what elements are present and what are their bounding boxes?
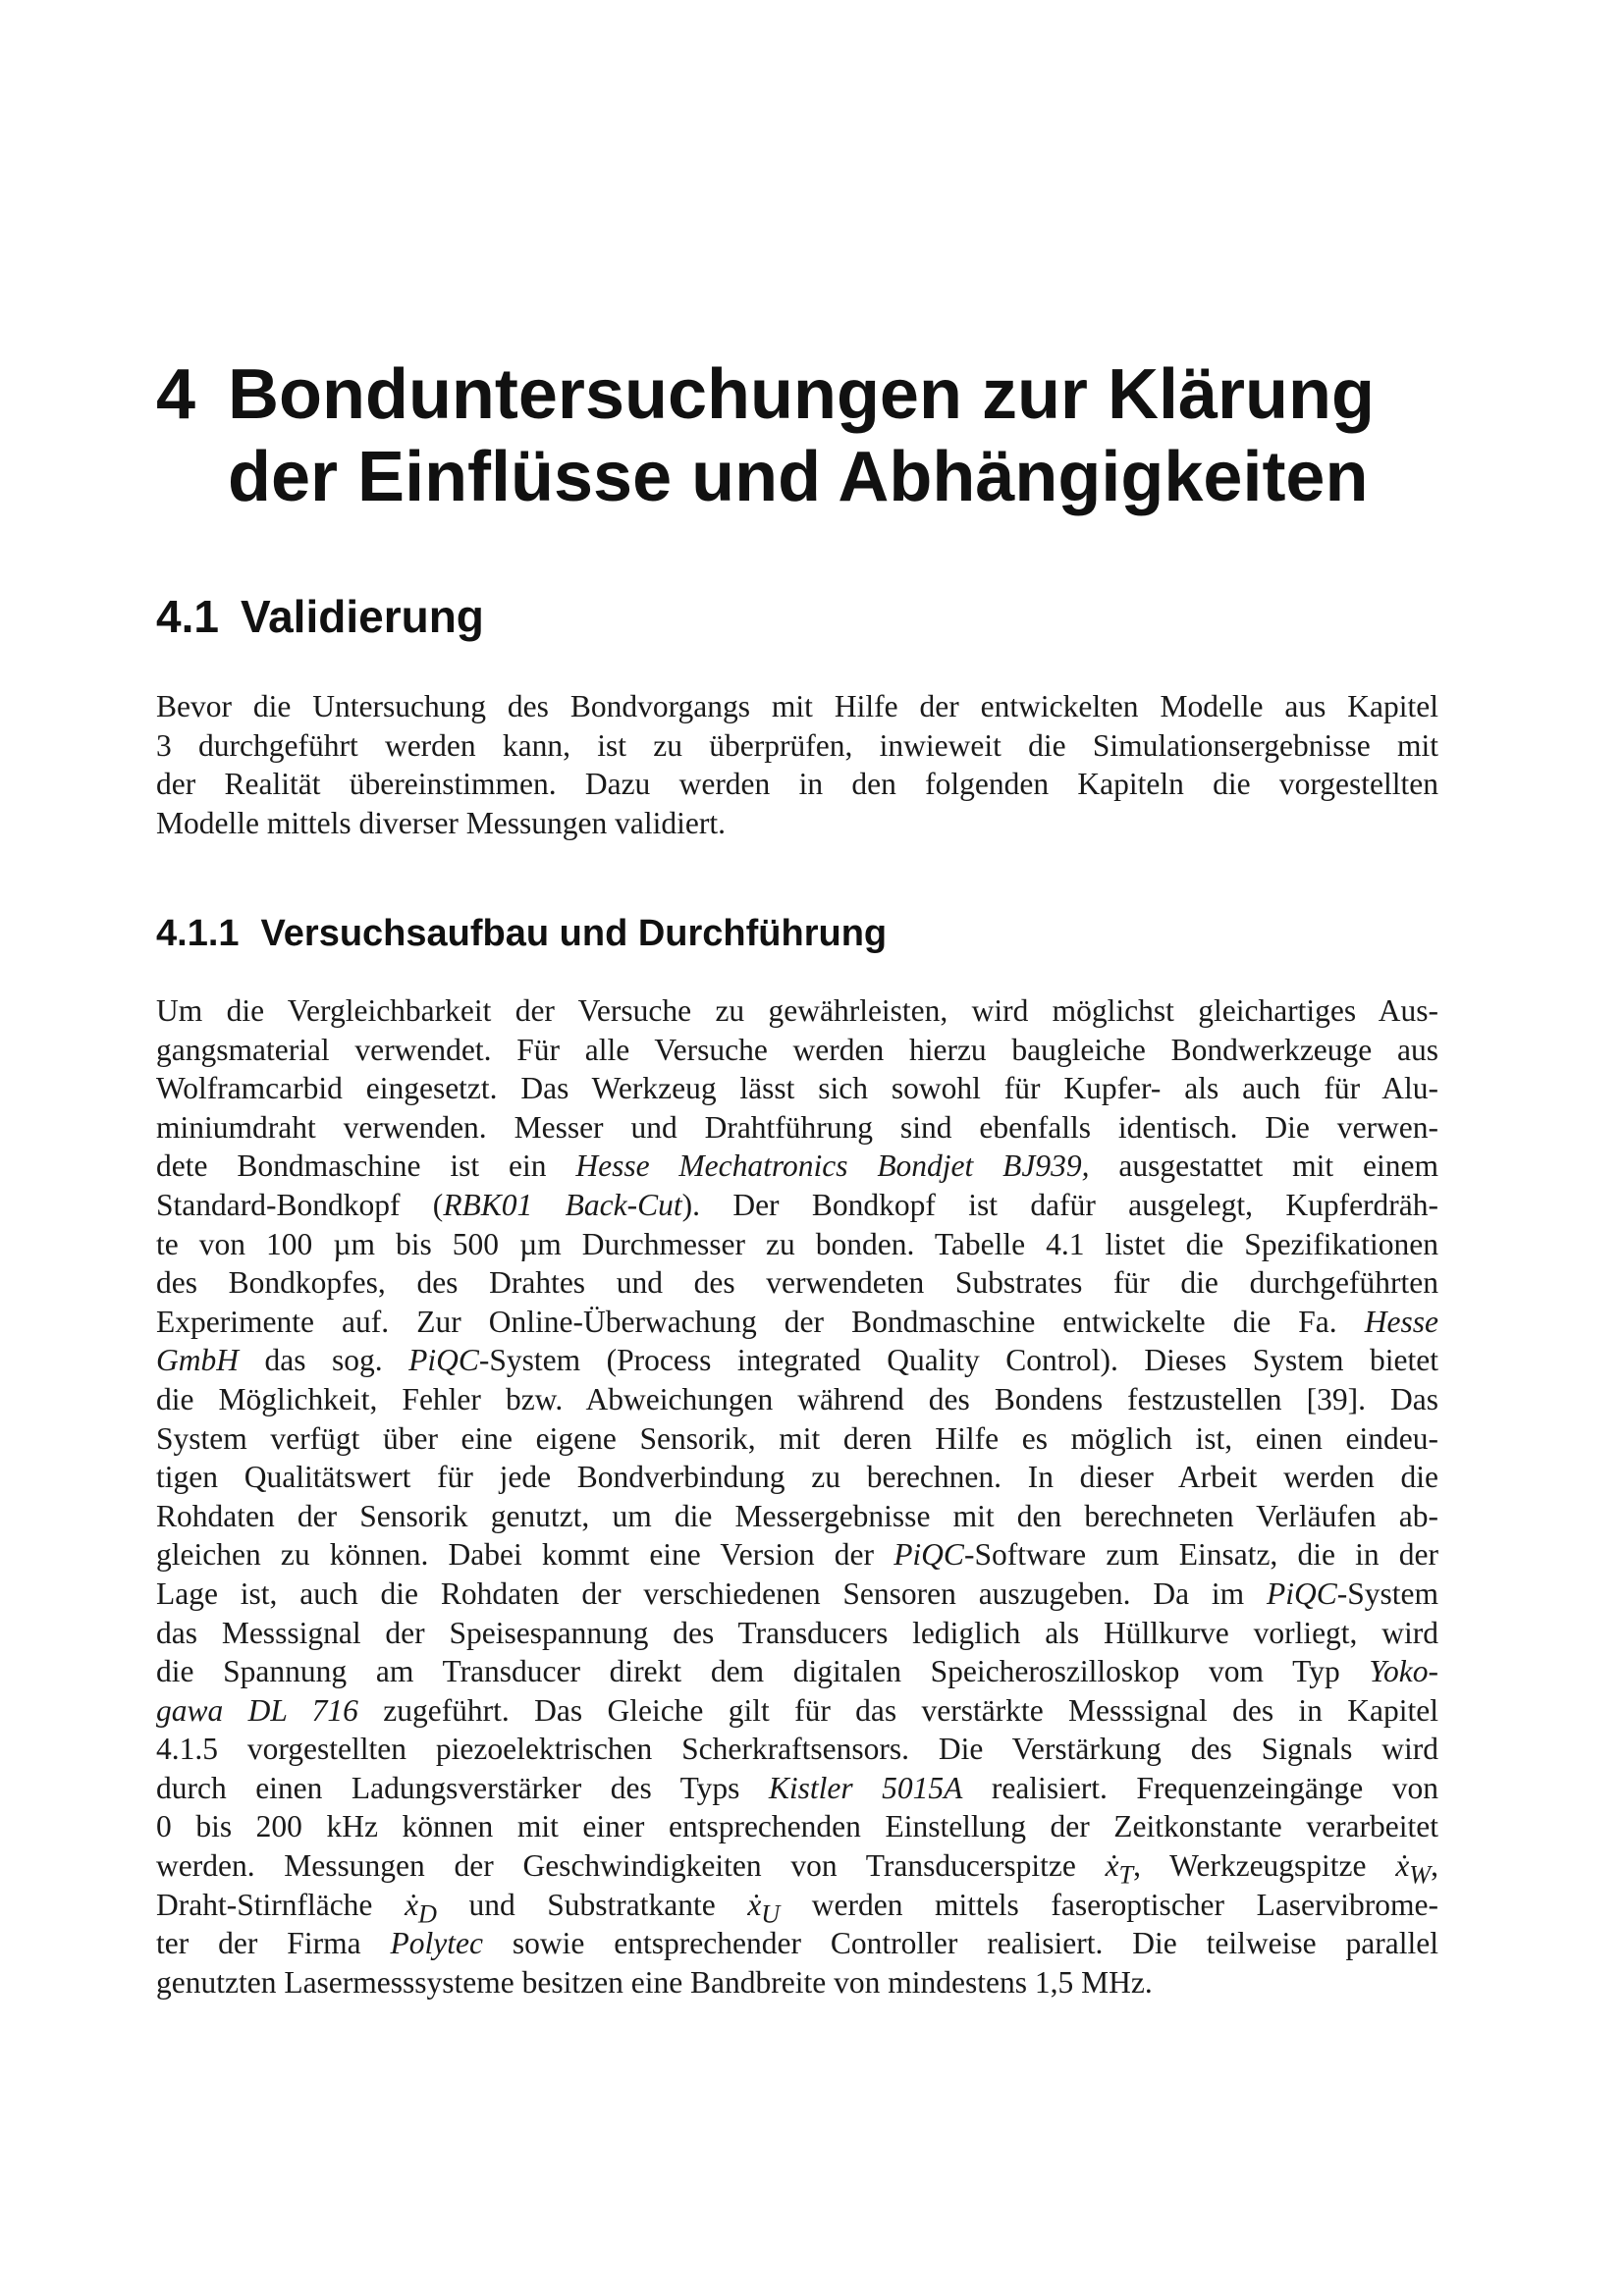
text-line: [156, 1147, 1438, 1186]
chapter-title-line-1: Bonduntersuchungen zur Klärung: [228, 355, 1375, 434]
text-line: Wolframcarbid eingesetzt. Das Werkzeug lässt sich sowohl für Kupfer- als auch für Alu-: [156, 1071, 1438, 1106]
subsection-title: [156, 911, 887, 956]
math-symbol: ẋ: [747, 1887, 762, 1922]
device-name: Yoko-: [1369, 1654, 1438, 1689]
section-number: 4.1: [156, 591, 219, 642]
text-line: [156, 1186, 1438, 1225]
text-run: die Spannung am Transducer direkt dem digitalen Speicheroszilloskop vom Typ: [156, 1654, 1370, 1689]
device-name: Kistler 5015A: [768, 1770, 963, 1805]
text-line: Rohdaten der Sensorik genutzt, um die Messergebnisse mit den berechneten Verläufen ab-: [156, 1498, 1438, 1533]
text-line: miniumdraht verwenden. Messer und Drahtführung sind ebenfalls identisch. Die verwen-: [156, 1109, 1438, 1145]
text-line: [156, 1846, 1438, 1890]
text-run: zugeführt. Das Gleiche gilt für das verstärkte Messsignal des in Kapitel: [357, 1692, 1438, 1728]
machine-name: Hesse Mechatronics Bondjet BJ939,: [575, 1148, 1090, 1184]
text-line: [156, 1303, 1438, 1342]
text-line: te von 100 µm bis 500 µm Durchmesser zu bonden. Tabelle 4.1 listet die Spezifikationen: [156, 1226, 1438, 1261]
text-line: Um die Vergleichbarkeit der Versuche zu gewährleisten, wird möglichst gleichartiges Aus-: [156, 993, 1438, 1028]
math-subscript: T: [1118, 1860, 1134, 1890]
section-title-text: Validierung: [240, 591, 484, 642]
system-name: PiQC: [893, 1537, 964, 1573]
text-line: die Möglichkeit, Fehler bzw. Abweichungen während des Bondens festzustellen [39]. Das: [156, 1381, 1438, 1416]
text-line: System verfügt über eine eigene Sensorik, mit deren Hilfe es möglich ist, einen eindeu-: [156, 1420, 1438, 1456]
text-run: Lage ist, auch die Rohdaten der verschiedenen Sensoren auszugeben. Da im: [156, 1575, 1267, 1611]
system-name: PiQC: [408, 1343, 479, 1378]
chapter-title: [156, 353, 1438, 518]
company-name: Polytec: [390, 1926, 483, 1961]
text-line: [156, 1575, 1438, 1614]
text-run: ). Der Bondkopf ist dafür ausgelegt, Kupferdräh-: [681, 1187, 1439, 1222]
text-run: dete Bondmaschine ist ein: [156, 1148, 576, 1184]
text-line: [156, 1769, 1438, 1808]
text-run: Draht-Stirnfläche: [156, 1887, 405, 1922]
company-name: Hesse: [1364, 1304, 1438, 1339]
text-line: genutzten Lasermesssysteme besitzen eine Bandbreite von mindestens 1,5 MHz.: [156, 1964, 1153, 2000]
math-subscript: D: [417, 1898, 437, 1928]
math-subscript: W: [1409, 1860, 1432, 1890]
text-run: werden mittels faseroptischer Laservibrome-: [780, 1887, 1438, 1922]
text-line: tigen Qualitätswert für jede Bondverbindung zu berechnen. In dieser Arbeit werden die: [156, 1460, 1438, 1495]
text-line: [156, 1924, 1438, 1963]
text-run: gleichen zu können. Dabei kommt eine Version der: [156, 1537, 894, 1573]
bondhead-name: RBK01 Back-Cut: [443, 1187, 682, 1222]
text-line: [156, 1691, 1438, 1731]
text-run: realisiert. Frequenzeingänge von: [962, 1770, 1439, 1805]
text-line: [156, 1652, 1438, 1691]
text-line: der Realität übereinstimmen. Dazu werden in den folgenden Kapiteln die vorgestellten: [156, 767, 1438, 802]
system-name: PiQC: [1266, 1575, 1337, 1611]
text-run: durch einen Ladungsverstärker des Typs: [156, 1770, 769, 1805]
text-line: gangsmaterial verwendet. Für alle Versuche werden hierzu baugleiche Bondwerkzeuge aus: [156, 1032, 1438, 1067]
section-title: [156, 589, 484, 644]
text-run: -System (Process integrated Quality Control). Dieses System bietet: [478, 1343, 1439, 1378]
device-name: gawa DL 716: [156, 1692, 358, 1728]
text-line: [156, 1535, 1438, 1575]
text-line: [156, 1341, 1438, 1380]
text-line: 4.1.5 vorgestellten piezoelektrischen Scherkraftsensors. Die Verstärkung des Signals wird: [156, 1732, 1438, 1767]
text-line: [156, 1886, 1438, 1928]
subsection-number: 4.1.1: [156, 913, 240, 954]
text-run: -Software zum Einsatz, die in der: [963, 1537, 1439, 1573]
text-run: ter der Firma: [156, 1926, 391, 1961]
text-line: das Messsignal der Speisespannung des Transducers lediglich als Hüllkurve vorliegt, wird: [156, 1615, 1438, 1650]
text-run: , Werkzeugspitze: [1133, 1848, 1396, 1884]
math-subscript: U: [761, 1898, 781, 1928]
text-run: ,: [1431, 1848, 1438, 1884]
math-symbol: ẋ: [1105, 1848, 1119, 1884]
text-run: -System: [1336, 1575, 1438, 1611]
company-name: GmbH: [156, 1343, 239, 1378]
text-run: Standard-Bondkopf (: [156, 1187, 444, 1222]
text-line: 0 bis 200 kHz können mit einer entsprechenden Einstellung der Zeitkonstante verarbeitet: [156, 1809, 1438, 1844]
text-run: sowie entsprechender Controller realisiert. Die teilweise parallel: [482, 1926, 1438, 1961]
paragraph-intro: [156, 687, 1438, 842]
chapter-title-line-2: der Einflüsse und Abhängigkeiten: [228, 438, 1369, 516]
text-run: werden. Messungen der Geschwindigkeiten von Transducerspitze: [156, 1848, 1106, 1884]
subsection-title-text: Versuchsaufbau und Durchführung: [260, 913, 888, 954]
text-run: ausgestattet mit einem: [1089, 1148, 1438, 1184]
text-line: 3 durchgeführt werden kann, ist zu überprüfen, inwieweit die Simulationsergebnisse mit: [156, 727, 1438, 763]
text-run: Experimente auf. Zur Online-Überwachung der Bondmaschine entwickelte die Fa.: [156, 1304, 1365, 1339]
chapter-number: 4: [156, 355, 196, 434]
paragraph-setup: [156, 991, 1438, 2002]
text-line: des Bondkopfes, des Drahtes und des verwendeten Substrates für die durchgeführten: [156, 1265, 1438, 1301]
text-run: und Substratkante: [436, 1887, 748, 1922]
text-run: das sog.: [239, 1343, 409, 1378]
text-line: Bevor die Untersuchung des Bondvorgangs mit Hilfe der entwickelten Modelle aus Kapitel: [156, 689, 1438, 723]
math-symbol: ẋ: [1395, 1848, 1410, 1884]
math-symbol: ẋ: [404, 1887, 418, 1922]
text-line: Modelle mittels diverser Messungen validiert.: [156, 805, 726, 840]
